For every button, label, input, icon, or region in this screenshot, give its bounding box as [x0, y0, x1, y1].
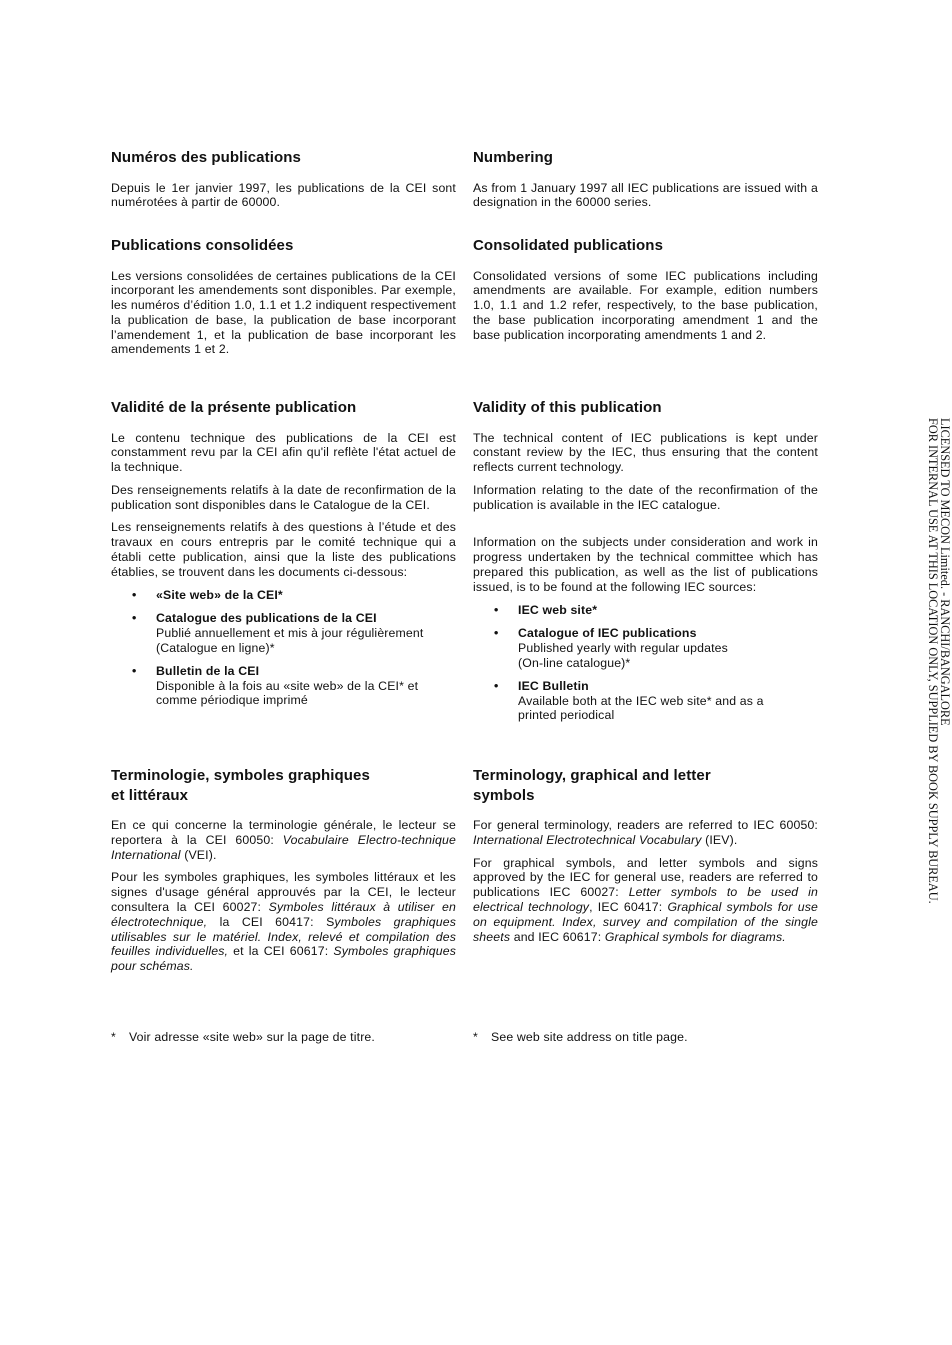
footnote-text: See web site address on title page. [491, 1030, 688, 1044]
footnote-text: Voir adresse «site web» sur la page de titre. [129, 1030, 375, 1044]
terminology-paragraph-2: For graphical symbols, and letter symbols and signs approved by the IEC for general use, readers are referred to publications IEC 60027: Letter symbols to be used in electrical technology, IEC 60417: Graphical symbols for use on equipment. Index, survey and compilation of the single sheets and IEC 60617: Graphical symbols for diagrams. [473, 855, 818, 944]
validity-paragraph-3: Les renseignements relatifs à des questions à l’étude et des travaux en cours entrepris par le comité technique qui a établi cette publication, ainsi que la liste des publications établies, se trouvent dans les documents ci-dessous: [111, 520, 456, 579]
validity-section-fr [111, 398, 456, 717]
numbering-section-fr [111, 148, 456, 210]
list-item: • IEC Bulletin Available both at the IEC web site* and as a printed periodical [494, 678, 764, 723]
bullet-icon: • [494, 678, 499, 693]
license-line-1: LICENSED TO MECON Limited. - RANCHI/BANGALORE [938, 418, 952, 726]
validity-section-en [473, 398, 818, 732]
section-heading: Publications consolidées [111, 237, 294, 254]
license-stamp [915, 418, 951, 938]
validity-paragraph-2: Des renseignements relatifs à la date de reconfirmation de la publication sont disponibles dans le Catalogue de la CEI. [111, 482, 456, 512]
footnote-fr [111, 1030, 375, 1044]
list-item: • Catalogue des publications de la CEI Publié annuellement et mis à jour régulièrement (Catalogue en ligne)* [132, 610, 424, 655]
bullet-icon: • [494, 602, 499, 617]
consolidated-section-en [473, 236, 818, 342]
section-text: Depuis le 1er janvier 1997, les publications de la CEI sont numérotées à partir de 60000. [111, 180, 456, 210]
footnote-en [473, 1030, 688, 1044]
bullet-icon: • [132, 663, 137, 678]
section-text: Les versions consolidées de certaines publications de la CEI incorporant les amendements sont disponibles. Par exemple, les numéros d’édition 1.0, 1.1 et 1.2 indiquent respectivement la publication de base, la publication de base incorporant l’amendement 1, et la publication de base incorporant les amendements 1 et 2. [111, 268, 456, 357]
validity-paragraph-3: Information on the subjects under consideration and work in progress undertaken by the technical committee which has prepared this publication, as well as the list of publications issued, is to be found at the following IEC sources: [473, 535, 818, 594]
terminology-section-en [473, 766, 818, 944]
list-item: • Bulletin de la CEI Disponible à la fois au «site web» de la CEI* et comme périodique imprimé [132, 663, 419, 708]
section-heading: Consolidated publications [473, 237, 664, 254]
section-text: As from 1 January 1997 all IEC publications are issued with a designation in the 60000 series. [473, 180, 818, 210]
footnote-marker: * [473, 1030, 478, 1044]
section-heading: Validity of this publication [473, 399, 662, 416]
section-heading: Numbering [473, 149, 554, 166]
validity-paragraph-1: Le contenu technique des publications de la CEI est constamment revu par la CEI afin qu'il reflète l'état actuel de la technique. [111, 430, 456, 475]
terminology-paragraph-2: Pour les symboles graphiques, les symboles littéraux et les signes d'usage général approuvés par la CEI, le lecteur consultera la CEI 60027: Symboles littéraux à utiliser en électrotechnique, la CEI 60417: Symboles graphiques utilisables sur le matériel. Index, relevé et compilation des feuilles individuelles, et la CEI 60617: Symboles graphiques pour schémas. [111, 870, 456, 974]
list-item: • «Site web» de la CEI* [132, 587, 283, 602]
sources-list [111, 588, 456, 709]
validity-paragraph-1: The technical content of IEC publications is kept under constant review by the IEC, thus ensuring that the content reflects current technology. [473, 430, 818, 475]
terminology-paragraph-1: For general terminology, readers are referred to IEC 60050: International Electrotechnical Vocabulary (IEV). [473, 818, 818, 847]
numbering-section-en [473, 148, 818, 210]
bullet-icon: • [494, 625, 499, 640]
section-heading: Terminology, graphical and letter symbols [473, 767, 711, 804]
validity-paragraph-2: Information relating to the date of the reconfirmation of the publication is available in the IEC catalogue. [473, 482, 818, 512]
bullet-icon: • [132, 610, 137, 625]
section-heading: Validité de la présente publication [111, 399, 357, 416]
section-text: Consolidated versions of some IEC publications including amendments are available. For example, edition numbers 1.0, 1.1 and 1.2 refer, respectively, to the base publication, the base publication incorporating amendment 1 and the base publication incorporating amendments 1 and 2. [473, 268, 818, 342]
section-heading: Terminologie, symboles graphiques et littéraux [111, 767, 370, 804]
bullet-icon: • [132, 587, 137, 602]
list-item: • Catalogue of IEC publications Published yearly with regular updates (On-line catalogue)* [494, 625, 728, 670]
section-heading: Numéros des publications [111, 149, 301, 166]
list-item: • IEC web site* [494, 602, 598, 617]
terminology-paragraph-1: En ce qui concerne la terminologie générale, le lecteur se reportera à la CEI 60050: Vocabulaire Electro-technique International (VEI). [111, 818, 456, 862]
sources-list [473, 603, 818, 724]
terminology-section-fr [111, 766, 456, 974]
license-line-2: FOR INTERNAL USE AT THIS LOCATION ONLY, SUPPLIED BY BOOK SUPPLY BUREAU. [926, 418, 940, 904]
consolidated-section-fr [111, 236, 456, 357]
footnote-marker: * [111, 1030, 116, 1044]
